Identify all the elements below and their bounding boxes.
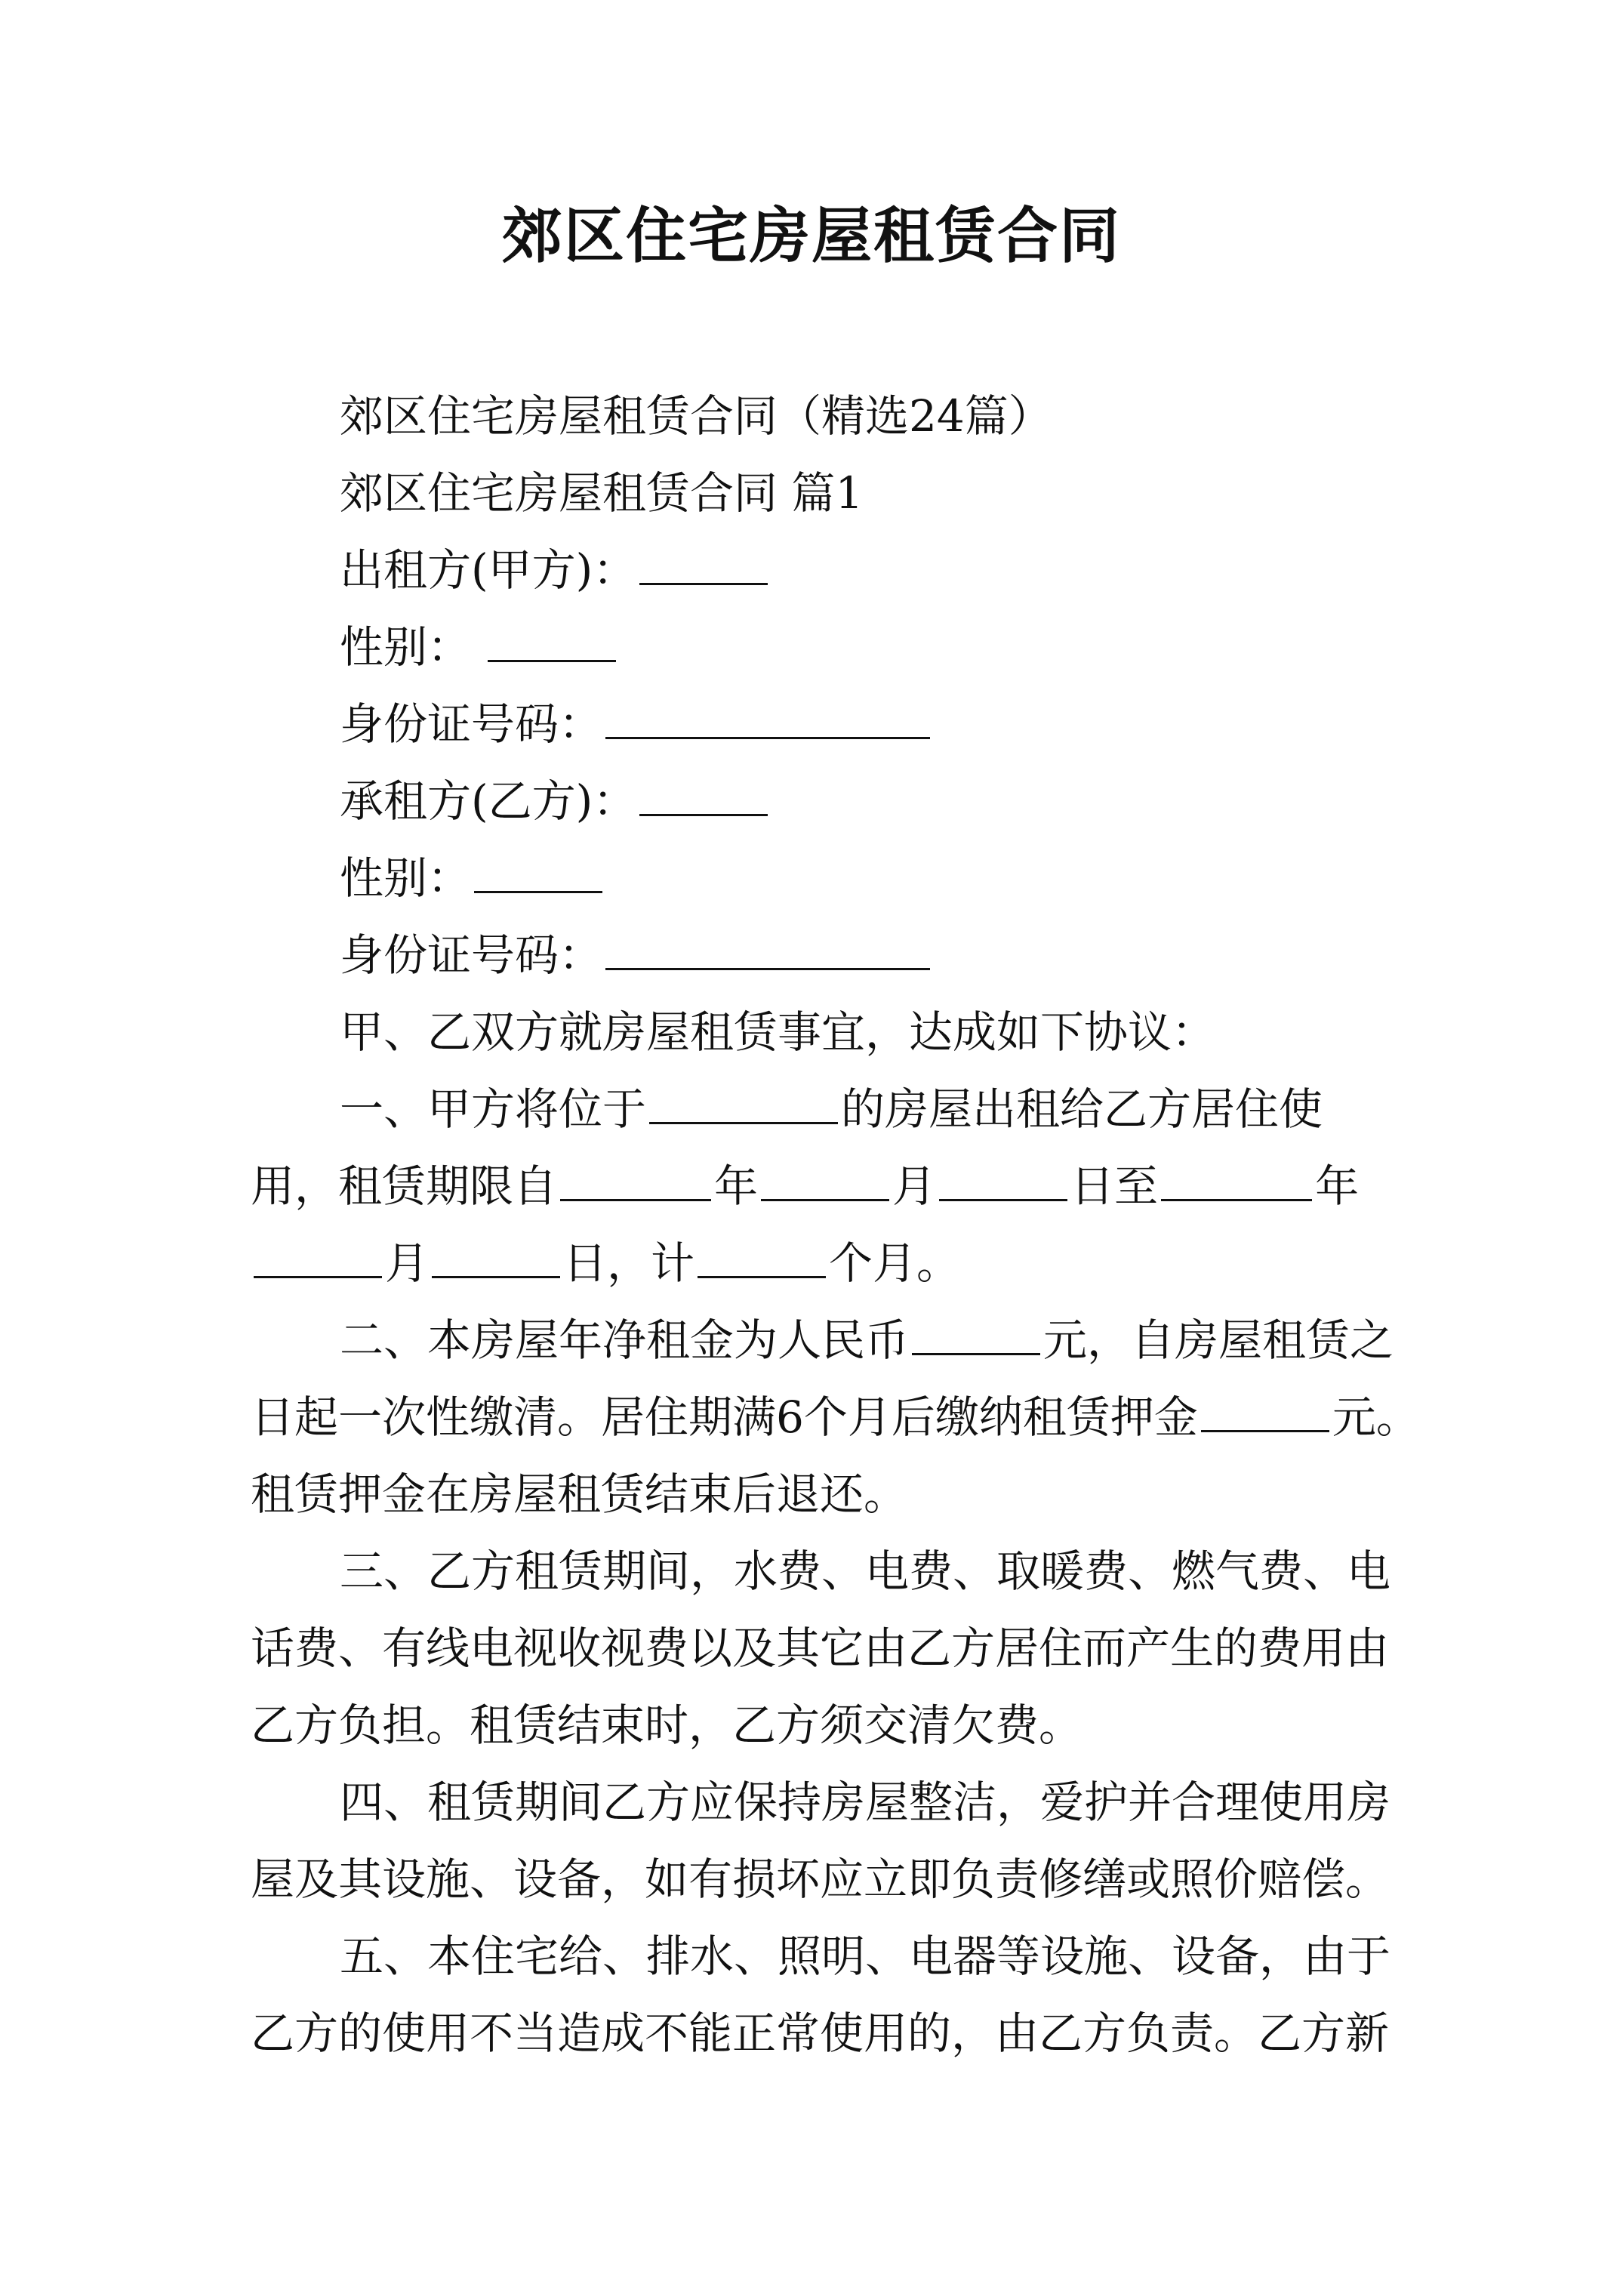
lessor-gender-blank[interactable] [488,619,616,662]
lessor-gender-field [251,609,1383,686]
clause3-line2 [251,1610,1390,1687]
clause1-text: 一、甲方将位于 [340,1083,647,1135]
lessee-field [251,763,1383,840]
intro-line [251,994,1383,1071]
lessee-gender-label: 性别： [340,852,472,904]
months-blank[interactable] [698,1235,826,1278]
clause5-text: 乙方的使用不当造成不能正常使用的，由乙方负责。乙方新 [251,2008,1390,2059]
clause2-text: 元。 [1332,1391,1420,1443]
subtitle-text: 郊区住宅房屋租赁合同（精选24篇） [340,390,1052,442]
clause1-text: 个月。 [829,1237,961,1289]
clause2-text: 租赁押金在房屋租赁结束后退还。 [251,1469,908,1520]
lessor-id-field [251,686,1383,763]
lessor-id-label: 身份证号码： [340,698,603,750]
clause1-text: 月 [385,1237,430,1289]
clause1-line1 [251,1071,1383,1148]
section-heading [251,455,1383,532]
lessee-id-blank[interactable] [605,927,930,970]
intro-text: 甲、乙双方就房屋租赁事宜，达成如下协议： [340,1006,1216,1058]
clause1-text: 的房屋出租给乙方居住使 [841,1083,1323,1135]
start-year-blank[interactable] [560,1158,711,1201]
lessor-label: 出租方(甲方)： [340,544,637,596]
lessee-gender-blank[interactable] [474,850,602,893]
clause5-line2 [251,1995,1390,2072]
clause4-text: 屋及其设施、设备，如有损坏应立即负责修缮或照价赔偿。 [251,1854,1390,1905]
clause1-text: 年 [714,1160,759,1212]
start-month-blank[interactable] [761,1158,889,1201]
clause2-text: 元，自房屋租赁之 [1043,1314,1394,1366]
clause2-line1 [251,1302,1394,1379]
clause1-text: 月 [892,1160,937,1212]
start-day-blank[interactable] [939,1158,1067,1201]
clause4-line1 [251,1764,1391,1841]
clause1-text: 日至 [1070,1160,1159,1212]
clause2-text: 日起一次性缴清。居住期满6个月后缴纳租赁押金 [251,1391,1198,1443]
rent-blank[interactable] [912,1312,1040,1355]
clause2-line2 [251,1379,1420,1456]
document-body [251,378,1420,2072]
document-title: 郊区住宅房屋租赁合同 [502,200,1121,271]
lessee-blank[interactable] [639,773,768,816]
end-day-blank[interactable] [432,1235,560,1278]
clause1-text: 用，租赁期限自 [251,1160,558,1212]
subtitle [251,378,1383,455]
clause1-line3 [251,1225,1383,1302]
lessee-id-label: 身份证号码： [340,929,603,981]
end-year-blank[interactable] [1161,1158,1312,1201]
clause1-line2 [251,1148,1383,1225]
lessor-field [251,532,1383,609]
clause3-text: 三、乙方租赁期间，水费、电费、取暖费、燃气费、电 [340,1546,1391,1597]
clause1-text: 日，计 [563,1237,695,1289]
end-month-blank[interactable] [254,1235,382,1278]
lessor-blank[interactable] [639,542,768,585]
clause3-text: 乙方负担。租赁结束时，乙方须交清欠费。 [251,1700,1083,1751]
clause5-line1 [251,1918,1391,1995]
lessee-gender-field [251,840,1383,917]
clause3-line1 [251,1533,1391,1610]
clause1-text: 年 [1315,1160,1360,1212]
address-blank[interactable] [649,1081,838,1124]
clause2-line3 [251,1456,1383,1533]
clause4-line2 [251,1841,1390,1918]
clause2-text: 二、本房屋年净租金为人民币 [340,1314,910,1366]
clause4-text: 四、租赁期间乙方应保持房屋整洁，爱护并合理使用房 [340,1777,1391,1828]
lessor-gender-label: 性别： [340,621,472,673]
lessee-label: 承租方(乙方)： [340,775,637,827]
section-heading-text: 郊区住宅房屋租赁合同 篇1 [340,467,864,519]
clause5-text: 五、本住宅给、排水、照明、电器等设施、设备，由于 [340,1931,1391,1982]
lessee-id-field [251,917,1383,994]
deposit-blank[interactable] [1201,1389,1329,1432]
clause3-text: 话费、有线电视收视费以及其它由乙方居住而产生的费用由 [251,1623,1390,1674]
clause3-line3 [251,1687,1383,1764]
lessor-id-blank[interactable] [605,696,930,739]
